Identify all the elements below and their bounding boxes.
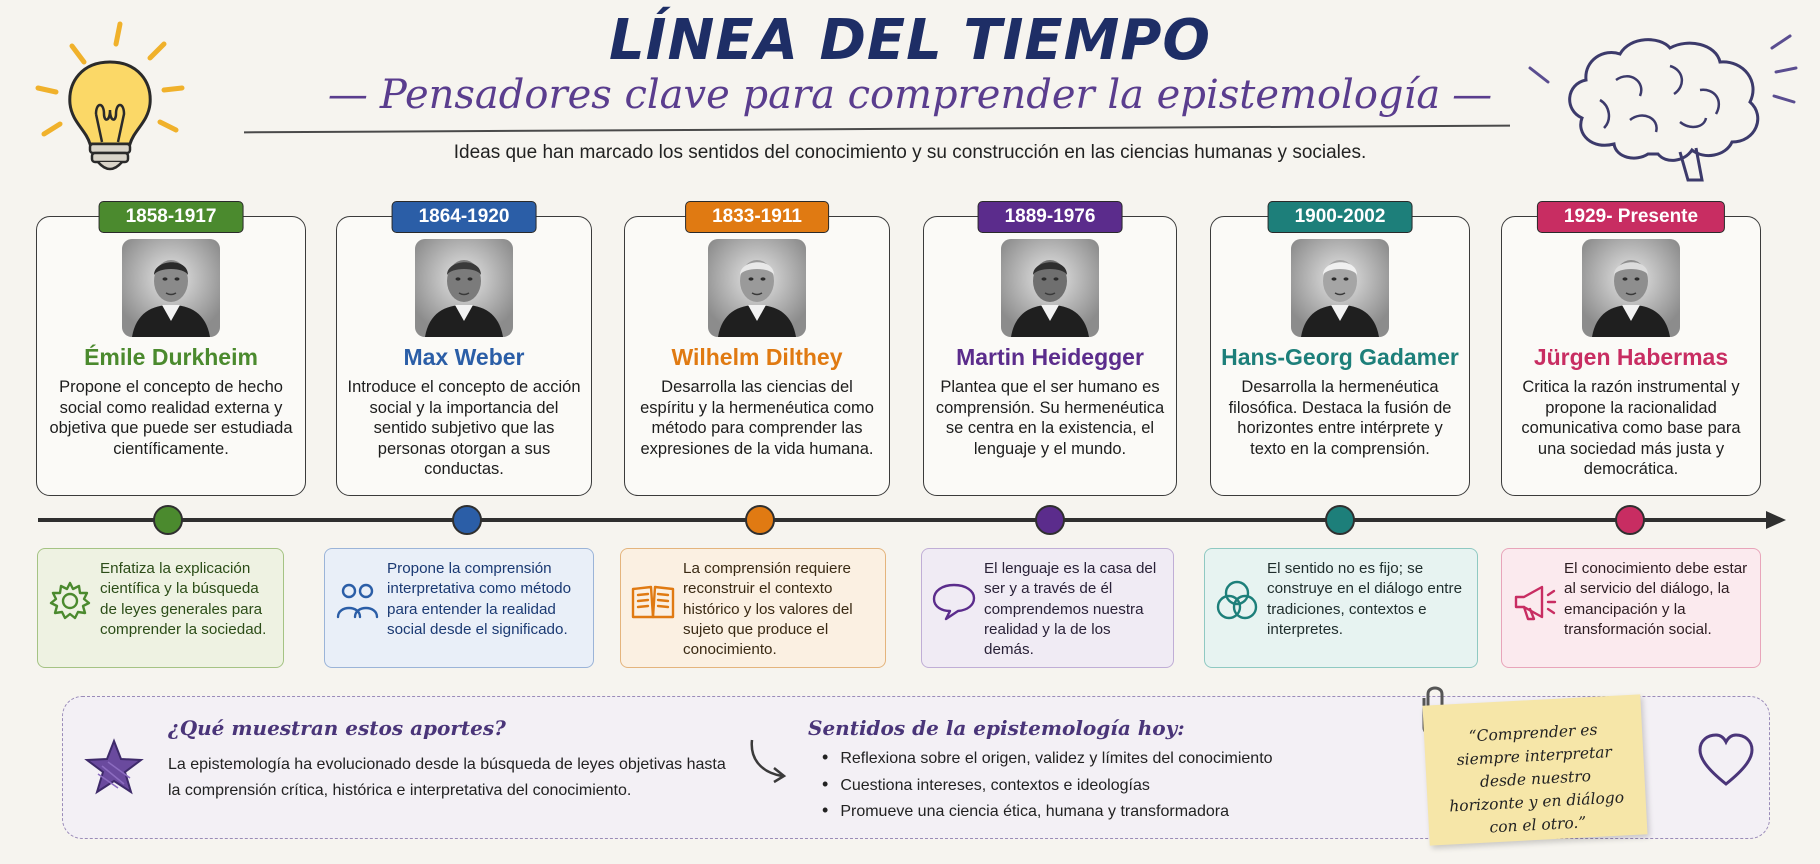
thinker-card [1501,206,1761,496]
portrait-image [1001,239,1099,337]
subtitle-dash-right: — [1452,72,1493,118]
timeline-dot [453,506,481,534]
timeline-dot [154,506,182,534]
thinker-card [923,206,1177,496]
summary-today-title: Sentidos de la epistemología hoy: [808,716,1185,740]
contribution-text: El conocimiento debe estar al servicio del diálogo, la emancipación y la transformación social. [1564,560,1748,638]
star-icon [84,738,144,796]
portrait [415,239,513,337]
thinker-description: Desarrolla la hermenéutica filosófica. Destaca la fusión de horizontes entre intérprete y texto en la comprensión. [1228,378,1452,458]
contribution-box [37,548,284,668]
list-item: • Reflexiona sobre el origen, validez y límites del conocimiento [822,745,1382,772]
thinker-name: Hans-Georg Gadamer [1221,344,1459,370]
portrait [122,239,220,337]
contribution-box [1501,548,1761,668]
timeline [0,500,1820,542]
thinker-card [1210,206,1470,496]
contribution-text: El sentido no es fijo; se construye en el diálogo entre tradiciones, contextos e interpretes. [1267,560,1463,638]
heart-icon [1696,732,1756,790]
contribution-text: La comprensión requiere reconstruir el contexto histórico y los valores del sujeto que produce el conocimiento. [683,560,853,659]
portrait [1001,239,1099,337]
thinker-description: Propone el concepto de hecho social como realidad externa y objetiva que puede ser estudiada científicamente. [49,378,293,458]
subtitle-text: Pensadores clave para comprender la epistemología [379,72,1441,118]
contribution-text: Propone la comprensión interpretativa como método para entender la realidad social desde el significado. [387,560,572,638]
thinker-card [624,206,890,496]
portrait-image [122,239,220,337]
quote-text: “Comprender es siempre interpretar desde nuestro horizonte y en diálogo con el otro.” [1448,720,1625,837]
thinker-card [336,206,592,496]
list-item: • Promueve una ciencia ética, humana y transformadora [822,798,1382,825]
thinker-description: Introduce el concepto de acción social y la importancia del sentido subjetivo que las personas otorgan a sus conductas. [347,378,581,478]
thinker-name: Jürgen Habermas [1533,344,1729,370]
portrait-image [415,239,513,337]
timeline-dot [1616,506,1644,534]
date-badge: 1864-1920 [392,201,537,233]
book-icon [629,577,677,625]
curved-arrow-icon [746,734,792,784]
speech-bubble-icon [930,577,978,625]
timeline-arrowhead [1766,511,1786,529]
portrait [1582,239,1680,337]
portrait [1291,239,1389,337]
overlapping-circles-icon [1213,577,1261,625]
thinker-card [36,206,306,496]
list-item: • Cuestiona intereses, contextos e ideologías [822,772,1382,799]
people-icon [333,577,381,625]
thinker-name: Max Weber [403,344,525,370]
timeline-dot [1326,506,1354,534]
page-title: LÍNEA DEL TIEMPO [608,8,1212,73]
contribution-text: El lenguaje es la casa del ser y a través de él comprendemos nuestra realidad y la de los demás. [984,560,1157,659]
contribution-box [1204,548,1478,668]
contribution-text: Enfatiza la explicación científica y la búsqueda de leyes generales para comprender la sociedad. [100,560,267,638]
thinker-name: Émile Durkheim [84,344,258,370]
thinker-description: Critica la razón instrumental y propone la racionalidad comunicativa como base para una sociedad más justa y democrática. [1521,378,1741,478]
date-badge: 1929- Presente [1537,201,1725,233]
contribution-box [620,548,886,668]
contribution-box [324,548,594,668]
thinker-description: Desarrolla las ciencias del espíritu y la hermenéutica como método para comprender las expresiones de la vida humana. [640,378,874,458]
megaphone-icon [1510,577,1558,625]
thinker-description: Plantea que el ser humano es comprensión. Su hermenéutica se centra en la existencia, el lenguaje y el mundo. [935,378,1165,458]
portrait-image [1582,239,1680,337]
date-badge: 1889-1976 [978,201,1123,233]
title-underline [244,125,1510,134]
thinker-name: Martin Heidegger [956,344,1144,370]
date-badge: 1858-1917 [99,201,244,233]
quote-note [1422,694,1647,845]
brain-icon [1520,30,1800,190]
timeline-dot [1036,506,1064,534]
portrait-image [1291,239,1389,337]
timeline-dot [746,506,774,534]
portrait [708,239,806,337]
intro-text: Ideas que han marcado los sentidos del conocimiento y su construcción en las ciencias humanas y sociales. [453,142,1367,163]
gear-icon [46,577,94,625]
contribution-box [921,548,1174,668]
summary-question-text: La epistemología ha evolucionado desde la búsqueda de leyes objetivas hasta la comprensión crítica, histórica e interpretativa del conocimiento. [168,756,726,799]
summary-question-title: ¿Qué muestran estos aportes? [168,716,506,740]
subtitle-dash-left: — [327,72,368,118]
thinker-name: Wilhelm Dilthey [671,344,843,370]
date-badge: 1900-2002 [1268,201,1413,233]
date-badge: 1833-1911 [685,201,829,233]
summary-today-list [822,745,1382,825]
portrait-image [708,239,806,337]
lightbulb-icon [30,18,190,188]
